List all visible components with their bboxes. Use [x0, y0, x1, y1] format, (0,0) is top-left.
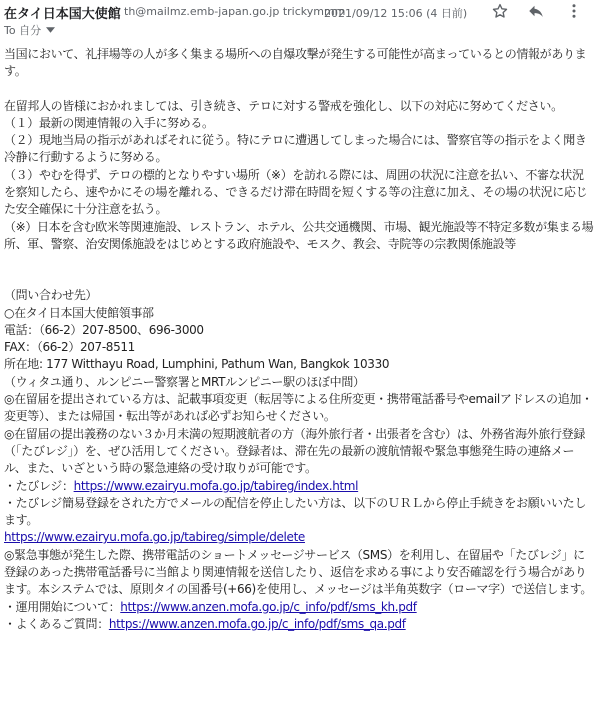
list-item: （１）最新の関連情報の入手に努める。 [4, 115, 214, 130]
more-options-button[interactable] [562, 0, 586, 22]
chevron-down-icon [46, 27, 55, 33]
reply-arrow-icon [527, 2, 545, 20]
reply-button[interactable] [524, 0, 548, 22]
note-text: （※）日本を含む欧米等関連施設、レストラン、ホテル、公共交通機関、市場、観光施設等不特定多数が集まる場所、軍、警察、治安関係施設をはじめとする政府施設や、モスク、教会、寺院等の宗教関係施設等 [4, 219, 594, 251]
sender-email: th@mailmz.emb-japan.go.jp trickymmm [124, 5, 346, 18]
vertical-more-icon [565, 2, 583, 20]
operation-link[interactable]: https://www.anzen.mofa.go.jp/c_info/pdf/sms_kh.pdf [120, 599, 417, 614]
delete-line [4, 529, 594, 546]
faq-line [4, 616, 594, 633]
operation-prefix: ・運用開始について： [4, 599, 121, 614]
tabireg-line [4, 478, 594, 495]
message-header [4, 0, 598, 40]
star-icon [491, 2, 509, 20]
to-label: To 自分 [4, 24, 42, 37]
operation-line [4, 599, 594, 616]
message-date: 2021/09/12 15:06 (4 日前) [324, 7, 468, 20]
tabireg-prefix: ・たびレジ： [4, 478, 74, 493]
fax-text: FAX：（66-2）207-8511 [4, 340, 135, 355]
message-body [4, 46, 594, 633]
request-text: 在留邦人の皆様におかれましては、引き続き、テロに対する警戒を強化し、以下の対応に努めてください。 [4, 98, 563, 113]
star-button[interactable] [488, 0, 512, 22]
address-note: （ウィタユ通り、ルンピニー警察署とMRTルンピニー駅のほぼ中間） [4, 374, 365, 389]
contact-heading: （問い合わせ先） [4, 288, 98, 303]
tabireg-link[interactable]: https://www.ezairyu.mofa.go.jp/tabireg/index.html [73, 478, 359, 493]
phone-text: 電話：（66-2）207-8500、696-3000 [4, 322, 204, 337]
recipient-details-toggle[interactable] [4, 22, 55, 38]
faq-prefix: ・よくあるご質問： [4, 616, 109, 631]
faq-link[interactable]: https://www.anzen.mofa.go.jp/c_info/pdf/sms_qa.pdf [108, 616, 406, 631]
delete-link[interactable]: https://www.ezairyu.mofa.go.jp/tabireg/simple/delete [4, 530, 305, 545]
list-item: （２）現地当局の指示があればそれに従う。特にテロに遭遇してしまった場合には、警察官等の指示をよく聞き冷静に行動するように努める。 [4, 133, 587, 165]
sender-name[interactable]: 在タイ日本国大使館 [4, 7, 121, 22]
simple-registration-notice: ・たびレジ簡易登録をされた方でメールの配信を停止したい方は、以下のＵＲＬから停止手続きをお願いいたします。 [4, 495, 586, 528]
intro-text: 当国において、礼拝場等の人が多く集まる場所への自爆攻撃が発生する可能性が高まっているとの情報があります。 [4, 47, 587, 79]
residence-notice: ◎在留届を提出されている方は、記載事項変更（転居等による住所変更・携帯電話番号やemailアドレスの追加・変更等）、または帰国・転出等があれば必ずお知らせください。 [4, 392, 593, 424]
contact-org: ○在タイ日本国大使館領事部 [4, 305, 154, 320]
sms-notice: ◎緊急事態が発生した際、携帯電話のショートメッセージサービス（SMS）を利用し、在留届や「たびレジ」に登録のあった携帯電話番号に当館より関連情報を送信したり、返信を求める事により安否確認を行う場合があります。本システムでは、原則タイの国番号(+66)を使用し、メッセージは半角英数字（ローマ字）で送信します。 [4, 547, 593, 597]
tabireg-notice: ◎在留届の提出義務のない３か月未満の短期渡航者の方（海外旅行者・出張者を含む）は、外務省海外旅行登録（「たびレジ」）を、ぜひ活用してください。登録者は、滞在先の最新の渡航情報や緊急事態発生時の連絡メール、また、いざという時の緊急連絡の受け取りが可能です。 [4, 426, 585, 476]
address-text: 所在地: 177 Witthayu Road, Lumphini, Pathum Wan, Bangkok 10330 [4, 357, 390, 372]
list-item: （３）やむを得ず、テロの標的となりやすい場所（※）を訪れる際には、周囲の状況に注意を払い、不審な状況を察知したら、速やかにその場を離れる、できるだけ滞在時間を短くする等の注意に加え、その場の状況に応じた安全確保に十分注意を払う。 [4, 167, 588, 217]
